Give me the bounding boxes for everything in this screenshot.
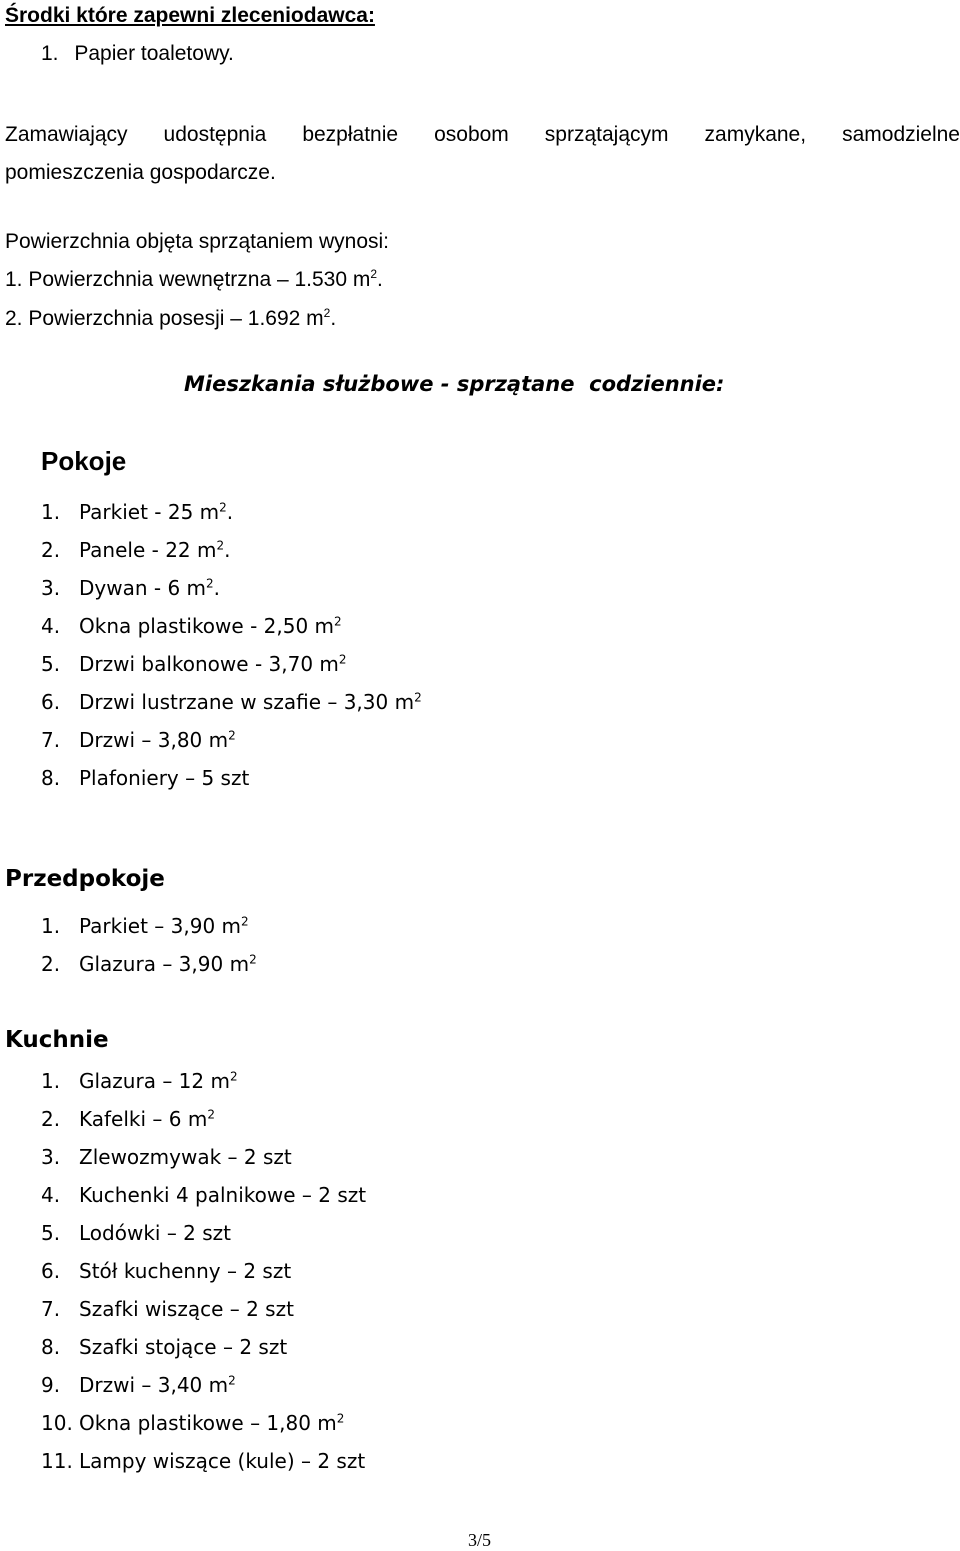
item-text: Szafki stojące – 2 szt bbox=[79, 1335, 288, 1359]
area-item-1 bbox=[5, 268, 383, 292]
item-text: Glazura – 12 m bbox=[79, 1069, 230, 1093]
area-item-text: 1. Powierzchnia wewnętrzna – 1.530 m bbox=[5, 268, 371, 291]
item-superscript: 2 bbox=[228, 1373, 236, 1388]
item-superscript: 2 bbox=[338, 652, 347, 667]
list-item bbox=[41, 1259, 291, 1283]
list-item bbox=[41, 766, 249, 790]
item-superscript: 2 bbox=[336, 1411, 345, 1426]
item-superscript: 2 bbox=[414, 690, 422, 705]
item-superscript: 2 bbox=[206, 576, 214, 591]
item-text: Drzwi – 3,80 m bbox=[79, 728, 229, 752]
item-text: Drzwi – 3,40 m bbox=[79, 1373, 229, 1397]
item-number: 4. bbox=[41, 1183, 61, 1207]
item-number: 8. bbox=[41, 1335, 61, 1359]
item-superscript: 2 bbox=[228, 728, 236, 743]
item-number: 2. bbox=[41, 538, 61, 562]
item-text: Drzwi lustrzane w szafie – 3,30 m bbox=[79, 690, 415, 714]
list-item bbox=[41, 576, 220, 600]
item-number: 10. bbox=[41, 1411, 73, 1435]
list-item bbox=[41, 500, 233, 524]
item-number: 2. bbox=[41, 1107, 61, 1131]
list-item bbox=[41, 1335, 287, 1359]
item-number: 7. bbox=[41, 1297, 61, 1321]
item-text: Stół kuchenny – 2 szt bbox=[79, 1259, 292, 1283]
item-text: Plafoniery – 5 szt bbox=[79, 766, 250, 790]
intro-item bbox=[41, 42, 234, 66]
item-text: Okna plastikowe – 1,80 m bbox=[79, 1411, 337, 1435]
list-item bbox=[41, 914, 249, 938]
list-item bbox=[41, 1183, 366, 1207]
list-item bbox=[41, 728, 236, 752]
item-number: 6. bbox=[41, 1259, 61, 1283]
item-text: Szafki wiszące – 2 szt bbox=[79, 1297, 294, 1321]
item-text: Zlewozmywak – 2 szt bbox=[79, 1145, 292, 1169]
item-number: 1. bbox=[41, 914, 61, 938]
item-text: Kafelki – 6 m bbox=[79, 1107, 208, 1131]
item-number: 2. bbox=[41, 952, 61, 976]
item-number: 3. bbox=[41, 1145, 61, 1169]
item-number: 9. bbox=[41, 1373, 61, 1397]
list-item bbox=[41, 1411, 344, 1435]
item-superscript: 2 bbox=[241, 914, 249, 929]
area-item-suffix: . bbox=[377, 268, 383, 291]
item-number: 6. bbox=[41, 690, 61, 714]
area-title: Powierzchnia objęta sprzątaniem wynosi: bbox=[5, 230, 390, 253]
list-item bbox=[41, 1107, 215, 1131]
item-text: Dywan - 6 m bbox=[79, 576, 207, 600]
item-number: 3. bbox=[41, 576, 61, 600]
kuchnie-heading: Kuchnie bbox=[5, 1027, 109, 1053]
list-item bbox=[41, 652, 347, 676]
item-text: Lampy wiszące (kule) – 2 szt bbox=[79, 1449, 366, 1473]
item-superscript: 2 bbox=[334, 614, 342, 629]
item-suffix: . bbox=[224, 538, 231, 562]
item-superscript: 2 bbox=[229, 1069, 238, 1084]
area-item-2 bbox=[5, 307, 336, 331]
item-text: Okna plastikowe - 2,50 m bbox=[79, 614, 335, 638]
item-number: 11. bbox=[41, 1449, 73, 1473]
item-text: Lodówki – 2 szt bbox=[79, 1221, 232, 1245]
item-number: 4. bbox=[41, 614, 61, 638]
item-number: 5. bbox=[41, 1221, 61, 1245]
list-item bbox=[41, 614, 342, 638]
item-number: 7. bbox=[41, 728, 61, 752]
intro-paragraph bbox=[5, 116, 960, 192]
item-superscript: 2 bbox=[219, 500, 227, 515]
item-number: 8. bbox=[41, 766, 61, 790]
list-item bbox=[41, 690, 422, 714]
item-text: Parkiet – 3,90 m bbox=[79, 914, 242, 938]
item-text: Papier toaletowy. bbox=[74, 42, 234, 65]
item-number: 1. bbox=[41, 1069, 61, 1093]
list-item bbox=[41, 1145, 292, 1169]
list-item bbox=[41, 1373, 236, 1397]
item-suffix: . bbox=[226, 500, 234, 524]
item-superscript: 2 bbox=[249, 952, 257, 967]
section-title: Mieszkania służbowe - sprzątane codziennie: bbox=[184, 372, 725, 396]
area-item-sup: 2 bbox=[370, 267, 378, 281]
area-item-suffix: . bbox=[330, 307, 337, 330]
page-number: 3/5 bbox=[468, 1530, 492, 1550]
area-item-text: 2. Powierzchnia posesji – 1.692 m bbox=[5, 307, 324, 330]
item-number: 5. bbox=[41, 652, 61, 676]
item-number: 1. bbox=[41, 42, 59, 65]
paragraph-line-1: Zamawiający udostępnia bezpłatnie osobom sprzątającym zamykane, samodzielne bbox=[5, 123, 960, 146]
item-text: Drzwi balkonowe - 3,70 m bbox=[79, 652, 339, 676]
item-text: Parkiet - 25 m bbox=[79, 500, 220, 524]
item-superscript: 2 bbox=[216, 538, 225, 553]
item-text: Glazura – 3,90 m bbox=[79, 952, 250, 976]
intro-heading: Środki które zapewni zleceniodawca: bbox=[5, 4, 375, 27]
paragraph-line-2: pomieszczenia gospodarcze. bbox=[5, 161, 276, 184]
item-superscript: 2 bbox=[207, 1107, 215, 1122]
area-item-sup: 2 bbox=[323, 306, 331, 320]
list-item bbox=[41, 952, 257, 976]
item-suffix: . bbox=[213, 576, 221, 600]
item-text: Panele - 22 m bbox=[79, 538, 217, 562]
list-item bbox=[41, 1297, 294, 1321]
pokoje-heading: Pokoje bbox=[41, 446, 127, 476]
list-item bbox=[41, 1069, 238, 1093]
item-text: Kuchenki 4 palnikowe – 2 szt bbox=[79, 1183, 367, 1207]
przedpokoje-heading: Przedpokoje bbox=[5, 866, 165, 892]
item-number: 1. bbox=[41, 500, 61, 524]
list-item bbox=[41, 538, 230, 562]
list-item bbox=[41, 1221, 231, 1245]
list-item bbox=[41, 1449, 365, 1473]
